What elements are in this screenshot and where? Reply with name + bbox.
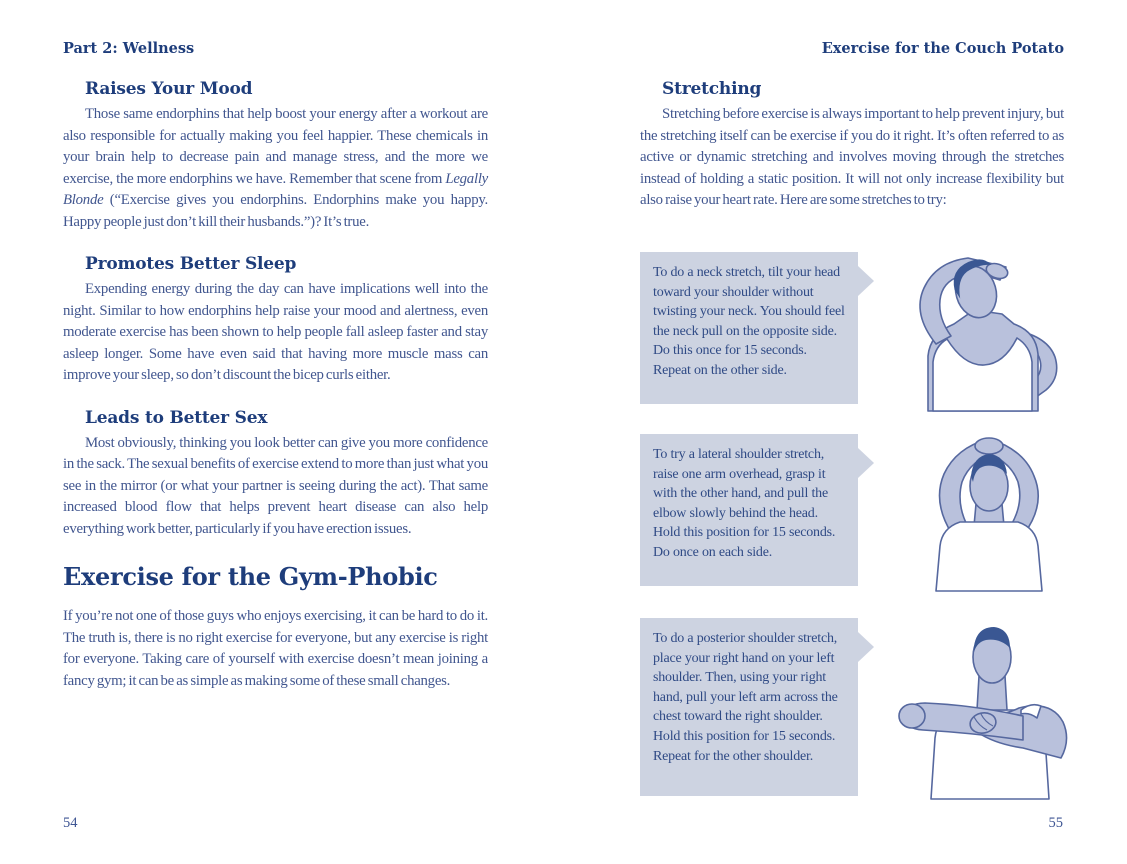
callout-row-lateral-shoulder [640,434,1064,592]
paragraph-leads-to-better-sex: Most obviously, thinking you look better can give you more confidence in the sack. The sexual benefits of exercise extend to more than just what you see in the mirror (or what your partner is seeing during the act). That same increased blood flow that helps prevent heart disease can also help everything work better, particularly if you have erection issues. [63,434,488,537]
callout-pointer-icon [858,266,874,296]
page-left [63,40,488,692]
man-posterior-shoulder-stretch-illustration [873,618,1078,800]
book-title-italic: Legally Blonde [63,170,488,208]
callout-row-posterior-shoulder [640,618,1064,800]
chapter-heading-gym-phobic: Exercise for the Gym-Phobic [63,562,438,591]
paragraph-stretching: Stretching before exercise is always important to help prevent injury, but the stretching itself can be exercise if you do it right. It’s often referred to as active or dynamic stretching and involves moving through the stretches instead of holding a static position. It will not only increase flexibility but also raise your heart rate. Here are some stretches to try: [640,106,1064,208]
callout-pointer-icon [858,448,874,478]
heading-leads-to-better-sex: Leads to Better Sex [85,407,268,428]
page-number-left: 54 [63,815,78,831]
callout-box-posterior-shoulder [640,618,858,796]
page-number-right: 55 [1048,815,1063,831]
callout-row-neck-stretch [640,252,1064,412]
callout-box-neck-stretch [640,252,858,404]
heading-promotes-better-sleep: Promotes Better Sleep [85,254,297,274]
paragraph-chapter-intro: If you’re not one of those guys who enjoys exercising, it can be hard to do it. The truth is, there is no right exercise for everyone, but any exercise is right for everyone. Taking care of yourself with exercise doesn’t mean joining a fancy gym; it can be as simple as making some of these small changes. [63,608,488,689]
paragraph-promotes-better-sleep: Expending energy during the day can have implications well into the night. Similar to how endorphins help raise your mood and alertness, even moderate exercise has been shown to help people fall asleep faster and stay asleep longer. Some have even said that having more muscle mass can improve your sleep, so don’t discount the bicep curls either. [63,281,488,383]
man-lateral-shoulder-stretch-illustration [900,434,1078,592]
man-neck-stretch-illustration [878,252,1078,412]
callout-text: To try a lateral shoulder stretch, raise one arm overhead, grasp it with the other hand, and pull the elbow slowly behind the head. Hold this position for 15 seconds. Do once on each side. [653,447,836,560]
paragraph-raises-your-mood [63,104,488,233]
callout-text: To do a posterior shoulder stretch, place your right hand on your left shoulder. Then, using your right hand, pull your left arm across the chest toward the right shoulder. Hold this position for 15 seconds. Repeat for the other shoulder. [653,631,838,764]
heading-raises-your-mood: Raises Your Mood [85,79,253,99]
running-header-right: Exercise for the Couch Potato [821,40,1064,57]
page-right [640,40,1064,764]
paragraph-text: Those same endorphins that help boost your energy after a workout are also responsible for actually making you feel happier. These chemicals in your brain help to decrease pain and manage stress, and the more we exercise, the more endorphins we have. Remember that scene from [63,106,488,187]
running-header-left: Part 2: Wellness [63,40,195,57]
callout-pointer-icon [858,632,874,662]
heading-stretching: Stretching [662,79,762,99]
callout-box-lateral-shoulder [640,434,858,586]
paragraph-text: (“Exercise gives you endorphins. Endorphins make you happy. Happy people just don’t kill their husbands.”)? It’s true. [63,192,488,230]
callout-text: To do a neck stretch, tilt your head toward your shoulder without twisting your neck. You should feel the neck pull on the opposite side. Do this once for 15 seconds. Repeat on the other side. [653,265,845,378]
